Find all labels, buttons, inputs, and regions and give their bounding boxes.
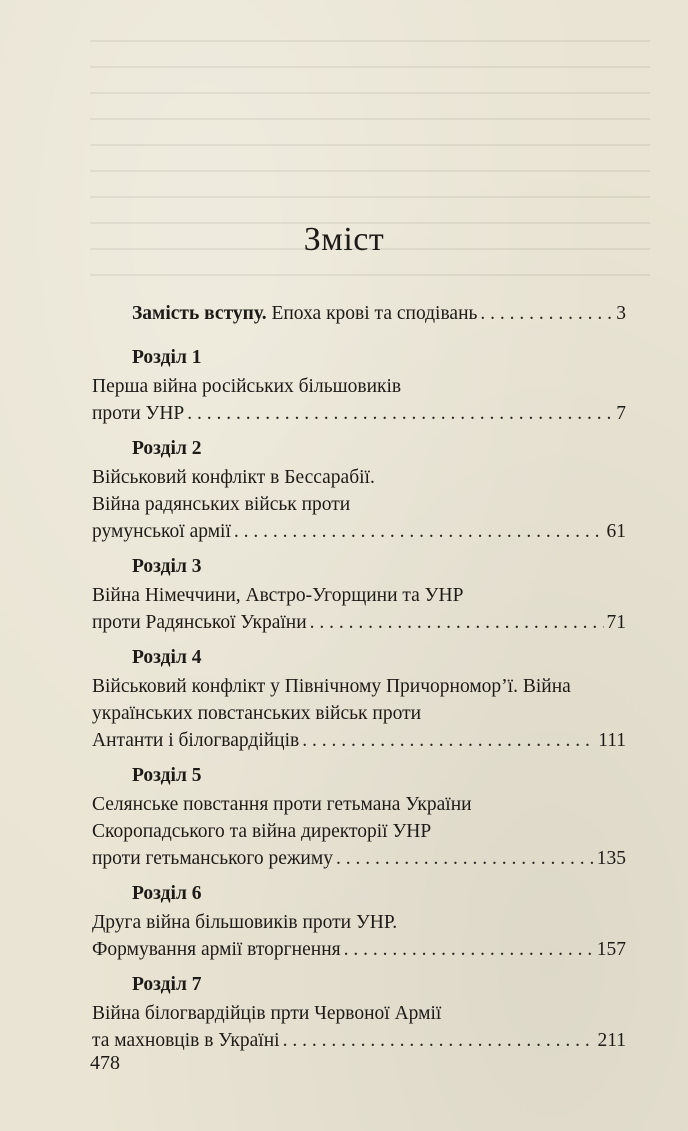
leader-dots [234, 518, 604, 545]
page-title: Зміст [303, 220, 385, 258]
leader-dots [283, 1027, 595, 1054]
toc-intro-entry[interactable] [92, 300, 626, 327]
toc-entry-chapter-5[interactable] [92, 761, 626, 872]
chapter-title-line: Війна радянських військ проти [92, 494, 351, 515]
toc-entry-chapter-7[interactable] [92, 970, 626, 1054]
toc-page-number: 7 [616, 403, 626, 424]
chapter-heading: Розділ 3 [132, 556, 202, 577]
toc-page-number: 71 [606, 612, 626, 633]
toc-page-number: 61 [606, 521, 626, 542]
chapter-title-text: Антанти і білогвардійців [92, 730, 300, 751]
chapter-title-text: румунської армії [92, 521, 231, 542]
toc-entry-chapter-6[interactable] [92, 879, 626, 963]
chapter-heading: Розділ 6 [132, 883, 202, 904]
chapter-heading: Розділ 1 [132, 347, 202, 368]
leader-dots [336, 845, 594, 872]
chapter-title-line: Війна Німеччини, Австро-Угорщини та УНР [92, 585, 464, 606]
toc-page-number: 211 [597, 1030, 626, 1051]
chapter-title-line: українських повстанських військ проти [92, 703, 422, 724]
toc-entry-chapter-3[interactable] [92, 552, 626, 636]
page-number-footer: 478 [90, 1052, 120, 1074]
chapter-title-line: Селянське повстання проти гетьмана України [92, 794, 472, 815]
leader-dots [302, 727, 595, 754]
leader-dots [310, 609, 604, 636]
chapter-title-line: Військовий конфлікт в Бессарабії. [92, 467, 375, 488]
toc-entry-chapter-1[interactable] [92, 343, 626, 427]
chapter-title-last-line [92, 518, 626, 545]
chapter-title-line: Друга війна більшовиків проти УНР. [92, 912, 398, 933]
toc-intro-title: Епоха крові та сподівань [271, 303, 478, 324]
chapter-title-last-line [92, 936, 626, 963]
toc-page-number: 135 [596, 848, 626, 869]
chapter-heading: Розділ 5 [132, 765, 202, 786]
show-through-text [90, 40, 650, 300]
chapter-heading: Розділ 2 [132, 438, 202, 459]
leader-dots [344, 936, 594, 963]
toc-entry-chapter-4[interactable] [92, 643, 626, 754]
leader-dots [187, 400, 613, 427]
chapter-title-text: та махновців в Україні [92, 1030, 280, 1051]
chapter-title-line: Скоропадського та війна директорії УНР [92, 821, 432, 842]
table-of-contents [92, 300, 626, 1061]
chapter-title-text: проти гетьманського режиму [92, 848, 333, 869]
toc-intro-bold: Замість вступу. [132, 303, 267, 324]
chapter-title-last-line [92, 845, 626, 872]
chapter-title-last-line [92, 727, 626, 754]
chapter-title-last-line [92, 1027, 626, 1054]
chapter-title-line: Перша війна російських більшовиків [92, 376, 402, 397]
chapter-title-text: проти Радянської України [92, 612, 307, 633]
chapter-title-last-line [92, 400, 626, 427]
toc-intro-text [132, 300, 477, 327]
leader-dots [480, 300, 613, 327]
toc-entry-chapter-2[interactable] [92, 434, 626, 545]
toc-page-number: 157 [596, 939, 626, 960]
chapter-heading: Розділ 7 [132, 974, 202, 995]
chapter-title-last-line [92, 609, 626, 636]
chapter-title-line: Війна білогвардійців прти Червоної Армії [92, 1003, 442, 1024]
chapter-title-text: проти УНР [92, 403, 185, 424]
toc-page-number: 3 [616, 303, 626, 324]
toc-page-number: 111 [598, 730, 626, 751]
chapter-heading: Розділ 4 [132, 647, 202, 668]
chapter-title-line: Військовий конфлікт у Північному Причорномор’ї. Війна [92, 676, 571, 697]
chapter-title-text: Формування армії вторгнення [92, 939, 341, 960]
